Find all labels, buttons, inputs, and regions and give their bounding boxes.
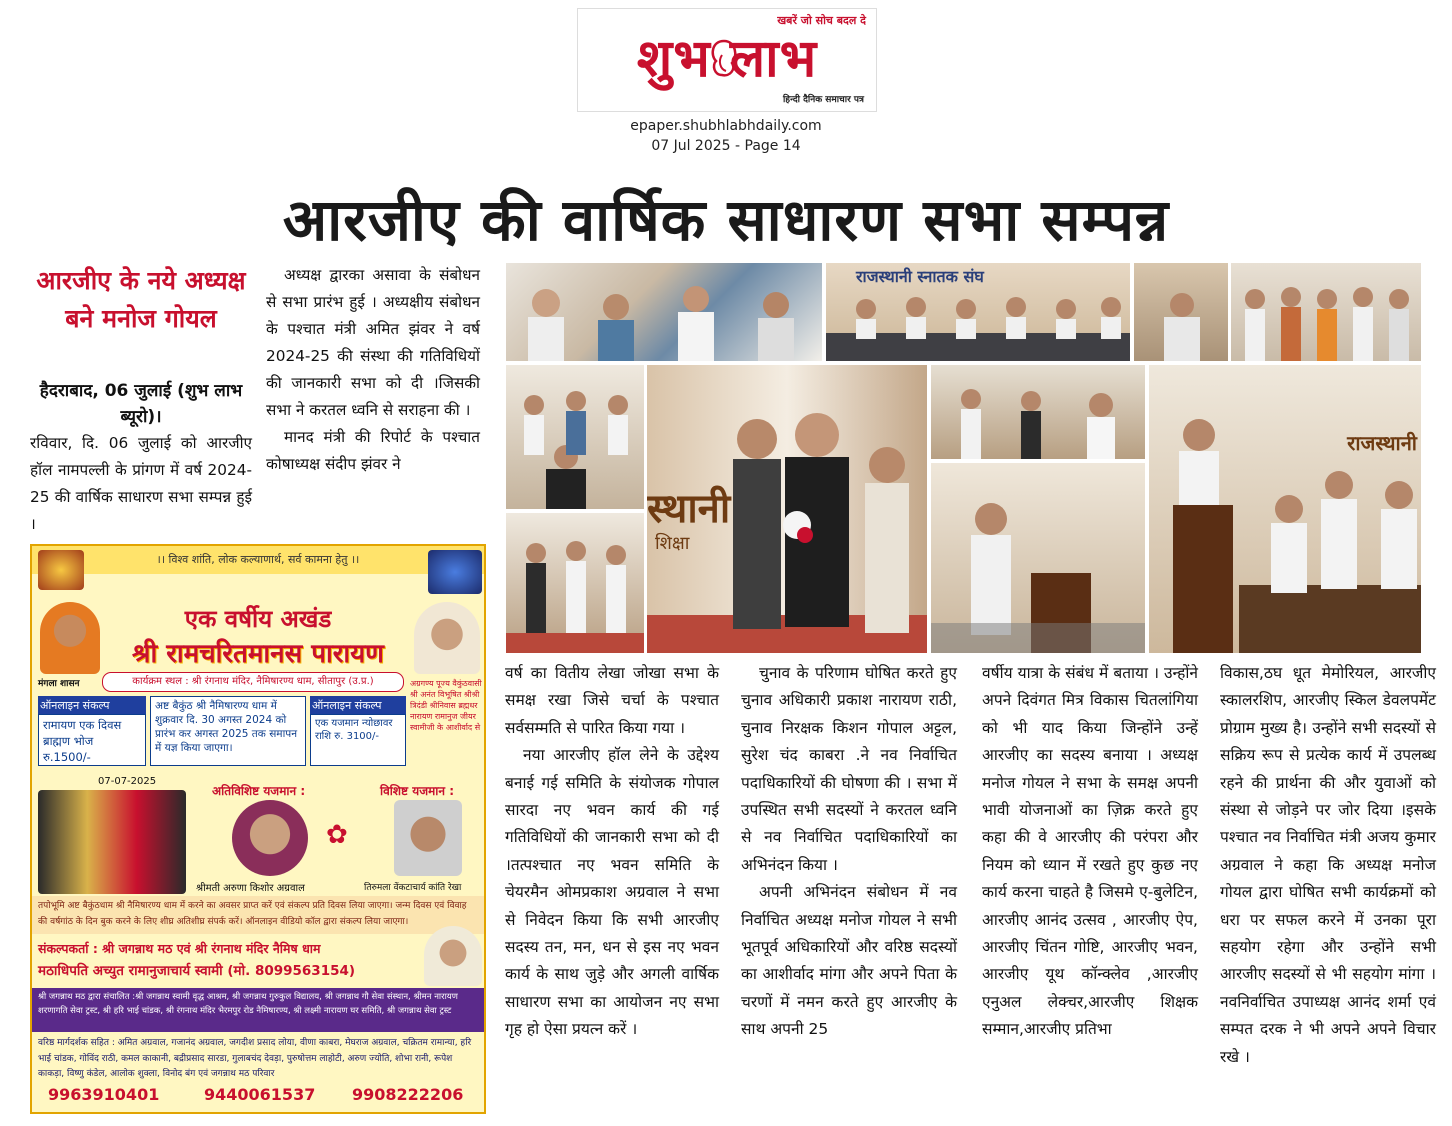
article-paragraph: वर्ष का वितीय लेखा जोखा सभा के समक्ष रखा जिसे चर्चा के पश्चात सर्वसम्मति से पारित किया गया । (505, 664, 719, 737)
guest2-portrait (394, 800, 462, 876)
ad-left-label: मंगला शासन (38, 679, 80, 689)
ad-start-text: अष्ट बैकुंठ श्री नैमिषारण्य धाम में शुक्रवार दि. 30 अगस्त 2024 को प्रारंभ कर अगस्त 2025 तक समापन में यज्ञ किया जाएगा। (150, 696, 306, 766)
advertisement (30, 544, 486, 1114)
event-photo (505, 262, 823, 362)
guest1-portrait (232, 800, 308, 876)
online-pledge-1: रामायण एक दिवस ब्राह्मण भोज रु.1500/- (38, 714, 146, 766)
online-pledge-2: एक यजमान न्योछावर राशि रु. 3100/- (310, 714, 406, 766)
guru-portrait (414, 602, 480, 674)
article-column-2 (266, 262, 480, 478)
backdrop-text: स्थानी (647, 486, 731, 532)
article-column-3 (505, 660, 719, 1044)
deity-image (428, 550, 482, 594)
online-pledge-title: ऑनलाइन संकल्प (38, 696, 146, 715)
stage-banner: राजस्थानी स्नातक संघ (856, 267, 984, 286)
ad-phone-1[interactable]: 9963910401 (48, 1085, 160, 1104)
article-paragraph: नया आरजीए हॉल लेने के उद्देश्य बनाई गई समिति के संयोजक गोपाल सारदा नए भवन कार्य की गई गतिविधियों की जानकारी सभा को दी ।तत्पश्चात नए भवन समिति के चेयरमैन ओमप्रकाश अग्रवाल ने सभा से निवेदन किया कि सभी आरजीए सदस्य तन, मन, धन से इस नए भवन कार्य के साथ जुड़े और अगली वार्षिक साधारण सभा का आयोजन नए सभा गृह हो ऐसा प्रयत्न करें । (505, 746, 719, 1039)
article-dateline: हैदराबाद, 06 जुलाई (शुभ लाभ ब्यूरो)। (39, 381, 243, 427)
ad-venue: कार्यक्रम स्थल : श्री रंगनाथ मंदिर, नैमिषारण्य धाम, सीतापुर (उ.प्र.) (102, 672, 404, 692)
ad-guides: वरिष्ठ मार्गदर्शक सहित : अमित अग्रवाल, गजानंद अग्रवाल, जगदीश प्रसाद लोया, वीणा काबरा, मेघराज अग्रवाल, चक्रितम रामान्या, हरि भाई चांडक, गोविंद राठी, कमल काकानी, बद्रीप्रसाद सारडा, गुलाबचंद देवड़ा, पुरुषोत्तम लाहोटी, अरुण ज्योति, शोभा रानी, रूपेश काकड़ा, विष्णु कंडेल, आलोक शुक्ला, विनोद बंग एवं जगन्नाथ मठ परिवार (38, 1038, 472, 1079)
article-paragraph: चुनाव के परिणाम घोषित करते हुए चुनाव अधिकारी प्रकाश नारायण राठी, चुनाव निरक्षक किशन गोपाल अट्टल, सुरेश चंद काबरा .ने नव निर्वाचित पदाधिकारियों की घोषणा की । सभा में उपस्थित सभी सदस्यों ने करतल ध्वनि से नव निर्वाचित पदाधिकारियों का अभिनंदन किया । (741, 664, 957, 874)
article-paragraph: अध्यक्ष द्वारका असावा के संबोधन से सभा प्रारंभ हुई । अध्यक्षीय संबोधन के पश्चात मंत्री अमित झंवर ने वर्ष 2024-25 की संस्था की गतिविधियों की जानकारी सभा को दी ।जिसकी सभा ने करतल ध्वनि से सराहना की । (266, 266, 480, 419)
epaper-date: 07 Jul 2025 - Page 14 (651, 138, 801, 154)
masthead-brand: शुभ लाभ (636, 28, 818, 89)
deity-image (38, 550, 84, 590)
article-subhead: आरजीए के नये अध्यक्ष बने मनोज गोयल (36, 266, 246, 333)
swami-portrait (40, 602, 100, 674)
article-lede: रविवार, दि. 06 जुलाई को आरजीए हॉल नामपल्ली के प्रांगण में वर्ष 2024-25 की वार्षिक साधारण सभा सम्पन्न हुई । (30, 434, 252, 533)
rose-icon: ✿ (326, 820, 348, 850)
event-photo (1133, 262, 1229, 362)
event-photo (1148, 364, 1422, 654)
ad-head: मठाधिपति अच्युत रामानुजाचार्य स्वामी (मो. 8099563154) (38, 963, 356, 979)
event-photo (505, 512, 645, 654)
event-photo (1230, 262, 1422, 362)
ad-phone-2[interactable]: 9440061537 (204, 1085, 316, 1104)
article-paragraph: अपनी अभिनंदन संबोधन में नव निर्वाचित अध्यक्ष मनोज गोयल ने सभी भूतपूर्व अधिकारियों और वरिष्ठ सदस्यों का आशीर्वाद मांगा और अपने पिता के चरणों में नमन करते हुए आरजीए के साथ अपनी 25 (741, 883, 957, 1039)
backdrop-subtext: शिक्षा (655, 533, 690, 554)
backdrop-text-right: राजस्थानी (1347, 431, 1417, 455)
article-column-6 (1220, 660, 1436, 1071)
masthead-logo (577, 8, 877, 112)
event-photo-stage (825, 262, 1131, 362)
article-column-5 (982, 660, 1198, 1044)
article-column-4 (741, 660, 957, 1044)
article-paragraph: विकास,ठघ धूत मेमोरियल, आरजीए स्कालरशिप, आरजीए स्किल डेवलपमेंट प्रोग्राम मुख्य है। उन्होंने सभी सदस्यों से सक्रिय रूप से प्रत्येक कार्य में उपलब्ध रहने की प्रार्थना की और युवाओं को संस्था से जोड़ने पर जोर दिया ।इसके पश्चात नव निर्वाचित मंत्री अजय कुमार अग्रवाल ने कहा कि अध्यक्ष मनोज गोयल द्वारा घोषित सभी कार्यक्रमों को धरा पर सफल करने में उनका पूरा सहयोग रहेगा और उन्होंने सभी आरजीए सदस्यों से भी सहयोग मांगा । नवनिर्वाचित उपाध्यक्ष आनंद शर्मा एवं सम्पत दरक ने भी अपने अपने विचार रखे । (1220, 664, 1436, 1066)
guest1-title: अतिविशिष्ट यजमान : (212, 784, 306, 798)
article-paragraph: वर्षीय यात्रा के संबंध में बताया । उन्होंने अपने दिवंगत मित्र विकास चितलांगिया को भी याद किया जिन्होंने उन्हें आरजीए का सदस्य बनाया । अध्यक्ष मनोज गोयल ने सभा के समक्ष अपनी भावी योजनाओं का ज़िक्र करते हुए कहा की वे आरजीए की परंपरा और नियम को ध्यान में रखते हुए कुछ नए कार्य करना चाहते है जिसमे ए-बुलेटिन, आरजीए आनंद उत्सव , आरजीए ऐप, आरजीए चिंतन गोष्टि, आरजीए भवन, आरजीए यूथ कॉन्क्लेव ,आरजीए एनुअल लेक्चर,आरजीए शिक्षक सम्मान,आरजीए प्रतिभा (982, 664, 1198, 1039)
ad-right-text: अग्रगण्य पूज्य वैकुंठवासी श्री अनंत विभूषित श्रीश्री त्रिदंडी श्रीनिवास ब्रह्मधर नारायण रामानुज जीयर स्वामीजी के आशीर्वाद से (410, 679, 482, 732)
ganesh-icon (704, 35, 744, 81)
ad-notice: तपोभूमि अष्ट बैकुंठधाम श्री नैमिषारण्य धाम में करने का अवसर प्राप्त करें एवं संकल्प प्रति दिवस लिया जाएगा। जन्म दिवस एवं विवाह की वर्षगांठ के दिन बुक करने के लिए शीघ्र अतिशीघ्र संपर्क करें। ऑनलाइन वीडियो कॉल द्वारा संकल्प लिया जाएगा। (32, 896, 484, 934)
ad-organizer: संकल्पकर्ता : श्री जगन्नाथ मठ एवं श्री रंगनाथ मंदिर नैमिष धाम (38, 941, 321, 956)
deity-image (38, 790, 186, 894)
epaper-url[interactable]: epaper.shubhlabhdaily.com (630, 118, 822, 134)
online-pledge-title: ऑनलाइन संकल्प (310, 696, 406, 715)
ad-managed: श्री जगन्नाथ मठ द्वारा संचालित :श्री जगन्नाथ स्वामी वृद्ध आश्रम, श्री जगन्नाथ गुरुकुल विद्यालय, श्री जगन्नाथ गौ सेवा संस्थान, श्रीमन नारायण शरणागति सेवा ट्रस्ट, श्री हरि भाई चांडक, श्री रंगनाथ मंदिर भैरमपुर रोड नैमिषारण्य, श्री लक्ष्मी नारायण घर समिति, श्री जगन्नाथ सेवा ट्रस्ट (32, 988, 484, 1032)
guest1-name: श्रीमती अरुणा किशोर अग्रवाल (196, 883, 305, 894)
event-photo (930, 364, 1146, 460)
acharya-portrait (424, 926, 482, 986)
event-photo (930, 462, 1146, 654)
article-paragraph: मानद मंत्री की रिपोर्ट के पश्चात कोषाध्यक्ष संदीप झंवर ने (266, 428, 480, 473)
ad-title-line-1: एक वर्षीय अखंड (184, 605, 332, 633)
guest2-title: विशिष्ट यजमान : (380, 784, 455, 798)
event-photo (505, 364, 645, 510)
ad-top-line: ।। विश्व शांति, लोक कल्याणार्थ, सर्व कामना हेतु ।। (32, 546, 484, 574)
ad-phone-3[interactable]: 9908222206 (352, 1085, 464, 1104)
masthead-tagline: खबरें जो सोच बदल दे (777, 14, 866, 27)
ad-title-line-2: श्री रामचरितमानस पारायण (132, 639, 384, 669)
masthead-subtitle: हिन्दी दैनिक समाचार पत्र (782, 95, 864, 105)
event-photo-main (646, 364, 928, 654)
article-headline: आरजीए की वार्षिक साधारण सभा सम्पन्न (282, 186, 1170, 254)
ad-date: 07-07-2025 (98, 776, 157, 787)
guest2-name: तिरुमला वेंकटाचार्य कांति रेखा (364, 883, 462, 893)
